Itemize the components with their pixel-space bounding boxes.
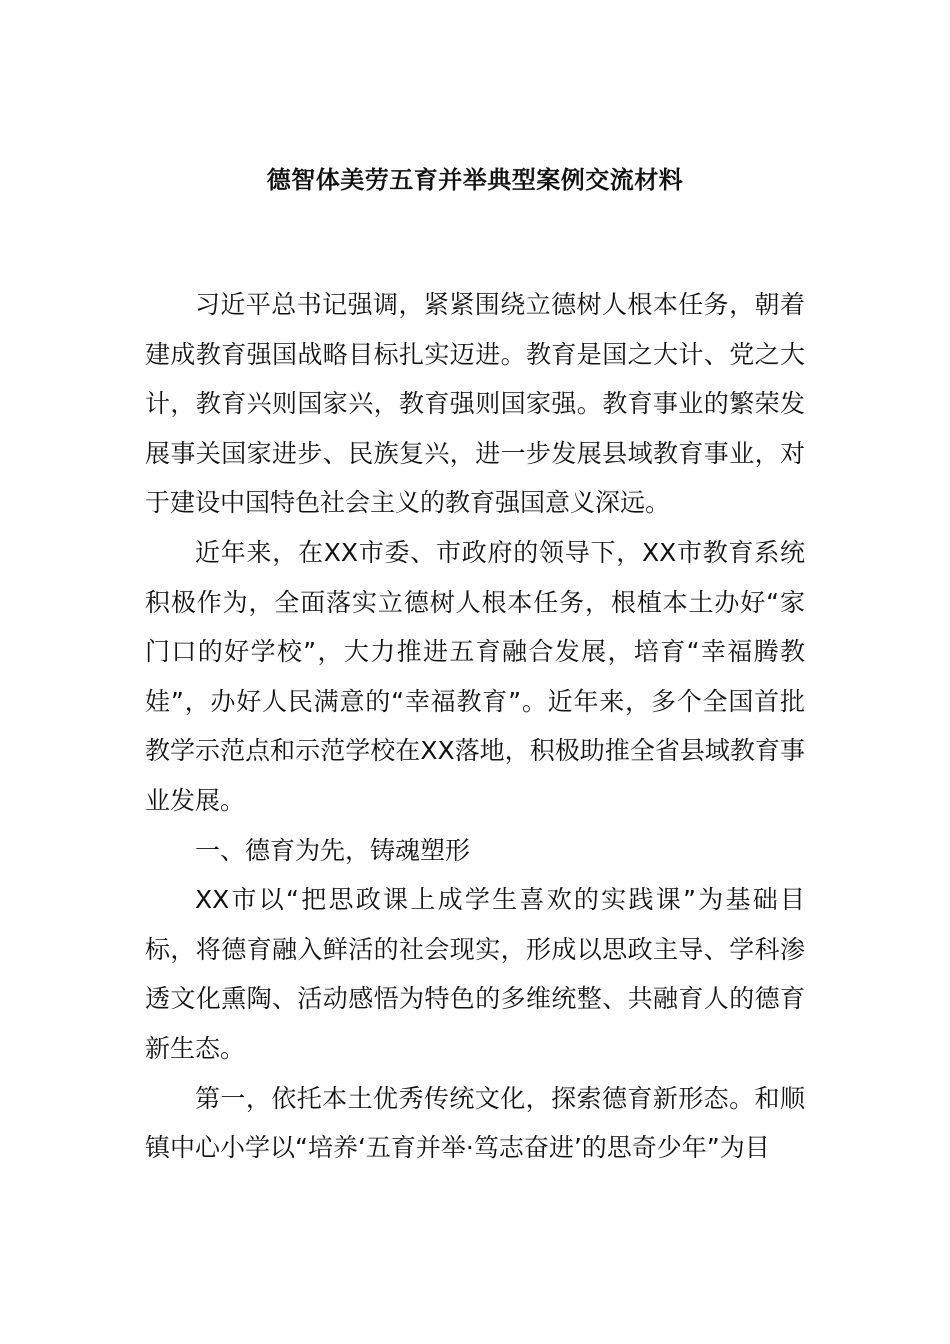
paragraph: 习近平总书记强调，紧紧围绕立德树人根本任务，朝着建成教育强国战略目标扎实迈进。教育是国之大计、党之大计，教育兴则国家兴，教育强则国家强。教育事业的繁荣发展事关国家进步、民族复兴，进一步发展县域教育事业，对于建设中国特色社会主义的教育强国意义深远。 (145, 290, 805, 518)
document-body (145, 280, 805, 1173)
paragraph: XX市以“把思政课上成学生喜欢的实践课”为基础目标，将德育融入鲜活的社会现实，形成以思政主导、学科渗透文化熏陶、活动感悟为特色的多维统整、共融育人的德育新生态。 (145, 885, 805, 1063)
section-heading: 一、德育为先，铸魂塑形 (195, 835, 471, 865)
paragraph: 第一，依托本土优秀传统文化，探索德育新形态。和顺镇中心小学以“培养‘五育并举·笃志奋进’的思奇少年”为目 (145, 1083, 805, 1163)
paragraph: 近年来，在XX市委、市政府的领导下，XX市教育系统积极作为，全面落实立德树人根本任务，根植本土办好“家门口的好学校”，大力推进五育融合发展，培育“幸福腾教娃”，办好人民满意的“幸福教育”。近年来，多个全国首批教学示范点和示范学校在XX落地，积极助推全省县域教育事业发展。 (145, 537, 805, 815)
document-title: 德智体美劳五育并举典型案例交流材料 (266, 166, 684, 194)
